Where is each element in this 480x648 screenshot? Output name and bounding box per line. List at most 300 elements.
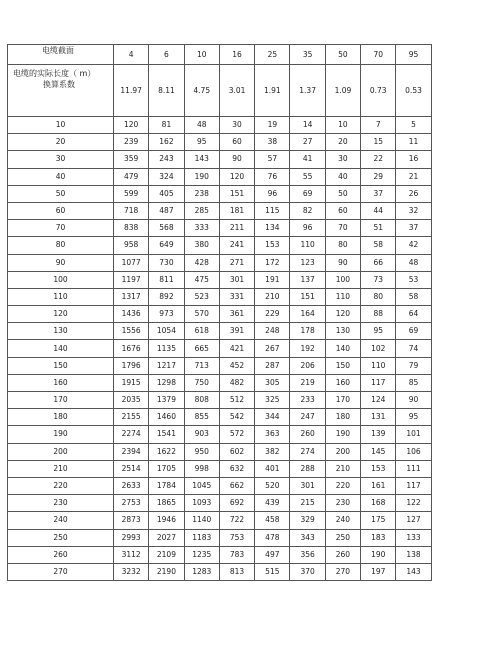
value-cell: 110 xyxy=(290,237,325,254)
value-cell: 145 xyxy=(361,443,396,460)
table-row xyxy=(8,546,432,563)
value-cell: 243 xyxy=(149,151,184,168)
length-cell: 260 xyxy=(8,546,114,563)
coefficient-cell: 0.73 xyxy=(361,65,396,117)
value-cell: 1054 xyxy=(149,323,184,340)
coefficient-label: 换算系数 xyxy=(43,80,75,89)
value-cell: 95 xyxy=(396,409,431,426)
cross-section-header: 95 xyxy=(396,45,431,65)
value-cell: 572 xyxy=(219,426,254,443)
value-cell: 568 xyxy=(149,220,184,237)
value-cell: 248 xyxy=(255,323,290,340)
value-cell: 271 xyxy=(219,254,254,271)
value-cell: 150 xyxy=(325,357,360,374)
value-cell: 117 xyxy=(396,477,431,494)
coefficient-cell: 1.37 xyxy=(290,65,325,117)
value-cell: 90 xyxy=(396,392,431,409)
value-cell: 74 xyxy=(396,340,431,357)
value-cell: 380 xyxy=(184,237,219,254)
value-cell: 267 xyxy=(255,340,290,357)
cross-section-header: 16 xyxy=(219,45,254,65)
value-cell: 133 xyxy=(396,529,431,546)
value-cell: 599 xyxy=(114,185,149,202)
value-cell: 301 xyxy=(290,477,325,494)
cross-section-header: 70 xyxy=(361,45,396,65)
table-row xyxy=(8,357,432,374)
value-cell: 115 xyxy=(255,202,290,219)
value-cell: 329 xyxy=(290,512,325,529)
value-cell: 32 xyxy=(396,202,431,219)
value-cell: 130 xyxy=(325,323,360,340)
value-cell: 479 xyxy=(114,168,149,185)
value-cell: 137 xyxy=(290,271,325,288)
value-cell: 81 xyxy=(149,117,184,134)
table-row xyxy=(8,340,432,357)
value-cell: 1622 xyxy=(149,443,184,460)
value-cell: 175 xyxy=(361,512,396,529)
value-cell: 401 xyxy=(255,460,290,477)
value-cell: 973 xyxy=(149,306,184,323)
value-cell: 287 xyxy=(255,357,290,374)
header-row-cross-section xyxy=(8,45,432,65)
value-cell: 1379 xyxy=(149,392,184,409)
value-cell: 238 xyxy=(184,185,219,202)
length-cell: 160 xyxy=(8,374,114,391)
value-cell: 305 xyxy=(255,374,290,391)
value-cell: 331 xyxy=(219,288,254,305)
value-cell: 662 xyxy=(219,477,254,494)
value-cell: 210 xyxy=(255,288,290,305)
value-cell: 1235 xyxy=(184,546,219,563)
value-cell: 69 xyxy=(290,185,325,202)
value-cell: 80 xyxy=(361,288,396,305)
value-cell: 903 xyxy=(184,426,219,443)
table-row xyxy=(8,151,432,168)
value-cell: 19 xyxy=(255,117,290,134)
value-cell: 855 xyxy=(184,409,219,426)
value-cell: 2514 xyxy=(114,460,149,477)
value-cell: 722 xyxy=(219,512,254,529)
value-cell: 2190 xyxy=(149,563,184,580)
value-cell: 44 xyxy=(361,202,396,219)
value-cell: 123 xyxy=(290,254,325,271)
value-cell: 1197 xyxy=(114,271,149,288)
value-cell: 21 xyxy=(396,168,431,185)
value-cell: 80 xyxy=(325,237,360,254)
value-cell: 180 xyxy=(325,409,360,426)
value-cell: 127 xyxy=(396,512,431,529)
cross-section-header: 35 xyxy=(290,45,325,65)
value-cell: 1077 xyxy=(114,254,149,271)
value-cell: 15 xyxy=(361,134,396,151)
value-cell: 70 xyxy=(325,220,360,237)
cable-length-table xyxy=(7,44,432,581)
value-cell: 29 xyxy=(361,168,396,185)
value-cell: 42 xyxy=(396,237,431,254)
length-cell: 220 xyxy=(8,477,114,494)
value-cell: 2753 xyxy=(114,495,149,512)
value-cell: 85 xyxy=(396,374,431,391)
value-cell: 200 xyxy=(325,443,360,460)
value-cell: 1093 xyxy=(184,495,219,512)
value-cell: 1784 xyxy=(149,477,184,494)
table-row xyxy=(8,271,432,288)
value-cell: 570 xyxy=(184,306,219,323)
coefficient-cell: 0.53 xyxy=(396,65,431,117)
value-cell: 2035 xyxy=(114,392,149,409)
value-cell: 3112 xyxy=(114,546,149,563)
value-cell: 998 xyxy=(184,460,219,477)
value-cell: 632 xyxy=(219,460,254,477)
value-cell: 487 xyxy=(149,202,184,219)
table-row xyxy=(8,117,432,134)
value-cell: 512 xyxy=(219,392,254,409)
cross-section-header: 25 xyxy=(255,45,290,65)
value-cell: 143 xyxy=(396,563,431,580)
value-cell: 343 xyxy=(290,529,325,546)
value-cell: 428 xyxy=(184,254,219,271)
value-cell: 37 xyxy=(361,185,396,202)
value-cell: 230 xyxy=(325,495,360,512)
value-cell: 20 xyxy=(325,134,360,151)
value-cell: 1796 xyxy=(114,357,149,374)
length-cell: 190 xyxy=(8,426,114,443)
value-cell: 260 xyxy=(290,426,325,443)
table-row xyxy=(8,306,432,323)
table-row xyxy=(8,529,432,546)
value-cell: 325 xyxy=(255,392,290,409)
value-cell: 100 xyxy=(325,271,360,288)
value-cell: 692 xyxy=(219,495,254,512)
value-cell: 10 xyxy=(325,117,360,134)
value-cell: 1436 xyxy=(114,306,149,323)
cross-section-label: 电缆截面 xyxy=(8,45,114,65)
coefficient-cell: 4.75 xyxy=(184,65,219,117)
value-cell: 520 xyxy=(255,477,290,494)
table-row xyxy=(8,563,432,580)
value-cell: 110 xyxy=(361,357,396,374)
value-cell: 288 xyxy=(290,460,325,477)
value-cell: 124 xyxy=(361,392,396,409)
value-cell: 14 xyxy=(290,117,325,134)
value-cell: 356 xyxy=(290,546,325,563)
value-cell: 808 xyxy=(184,392,219,409)
value-cell: 405 xyxy=(149,185,184,202)
value-cell: 101 xyxy=(396,426,431,443)
value-cell: 111 xyxy=(396,460,431,477)
value-cell: 333 xyxy=(184,220,219,237)
value-cell: 3232 xyxy=(114,563,149,580)
length-cell: 130 xyxy=(8,323,114,340)
value-cell: 168 xyxy=(361,495,396,512)
table-row xyxy=(8,168,432,185)
value-cell: 713 xyxy=(184,357,219,374)
coefficient-cell: 11.97 xyxy=(114,65,149,117)
value-cell: 220 xyxy=(325,477,360,494)
table-row xyxy=(8,220,432,237)
value-cell: 482 xyxy=(219,374,254,391)
value-cell: 1705 xyxy=(149,460,184,477)
value-cell: 1460 xyxy=(149,409,184,426)
length-cell: 250 xyxy=(8,529,114,546)
table-row xyxy=(8,477,432,494)
value-cell: 811 xyxy=(149,271,184,288)
cross-section-header: 50 xyxy=(325,45,360,65)
value-cell: 134 xyxy=(255,220,290,237)
value-cell: 69 xyxy=(396,323,431,340)
value-cell: 370 xyxy=(290,563,325,580)
length-cell: 90 xyxy=(8,254,114,271)
length-cell: 170 xyxy=(8,392,114,409)
value-cell: 718 xyxy=(114,202,149,219)
length-cell: 140 xyxy=(8,340,114,357)
value-cell: 210 xyxy=(325,460,360,477)
table-row xyxy=(8,323,432,340)
table-row xyxy=(8,202,432,219)
value-cell: 753 xyxy=(219,529,254,546)
value-cell: 452 xyxy=(219,357,254,374)
value-cell: 2873 xyxy=(114,512,149,529)
value-cell: 102 xyxy=(361,340,396,357)
value-cell: 813 xyxy=(219,563,254,580)
value-cell: 79 xyxy=(396,357,431,374)
length-cell: 230 xyxy=(8,495,114,512)
value-cell: 88 xyxy=(361,306,396,323)
value-cell: 37 xyxy=(396,220,431,237)
length-cell: 100 xyxy=(8,271,114,288)
value-cell: 143 xyxy=(184,151,219,168)
value-cell: 1217 xyxy=(149,357,184,374)
value-cell: 60 xyxy=(325,202,360,219)
value-cell: 120 xyxy=(219,168,254,185)
value-cell: 1283 xyxy=(184,563,219,580)
value-cell: 16 xyxy=(396,151,431,168)
value-cell: 58 xyxy=(396,288,431,305)
length-cell: 210 xyxy=(8,460,114,477)
value-cell: 363 xyxy=(255,426,290,443)
value-cell: 219 xyxy=(290,374,325,391)
cross-section-header: 10 xyxy=(184,45,219,65)
value-cell: 260 xyxy=(325,546,360,563)
value-cell: 64 xyxy=(396,306,431,323)
value-cell: 192 xyxy=(290,340,325,357)
length-cell: 60 xyxy=(8,202,114,219)
value-cell: 958 xyxy=(114,237,149,254)
value-cell: 27 xyxy=(290,134,325,151)
value-cell: 1317 xyxy=(114,288,149,305)
value-cell: 161 xyxy=(361,477,396,494)
value-cell: 439 xyxy=(255,495,290,512)
cross-section-header: 6 xyxy=(149,45,184,65)
value-cell: 241 xyxy=(219,237,254,254)
value-cell: 170 xyxy=(325,392,360,409)
value-cell: 131 xyxy=(361,409,396,426)
length-cell: 270 xyxy=(8,563,114,580)
value-cell: 1865 xyxy=(149,495,184,512)
value-cell: 190 xyxy=(325,426,360,443)
value-cell: 1045 xyxy=(184,477,219,494)
length-cell: 150 xyxy=(8,357,114,374)
length-cell: 10 xyxy=(8,117,114,134)
length-coefficient-label xyxy=(8,65,114,117)
value-cell: 324 xyxy=(149,168,184,185)
value-cell: 515 xyxy=(255,563,290,580)
value-cell: 950 xyxy=(184,443,219,460)
value-cell: 1556 xyxy=(114,323,149,340)
value-cell: 122 xyxy=(396,495,431,512)
cross-section-header: 4 xyxy=(114,45,149,65)
value-cell: 649 xyxy=(149,237,184,254)
table-row xyxy=(8,237,432,254)
value-cell: 90 xyxy=(325,254,360,271)
value-cell: 233 xyxy=(290,392,325,409)
cable-conversion-sheet xyxy=(7,44,431,581)
value-cell: 206 xyxy=(290,357,325,374)
length-cell: 70 xyxy=(8,220,114,237)
length-cell: 110 xyxy=(8,288,114,305)
value-cell: 240 xyxy=(325,512,360,529)
value-cell: 2274 xyxy=(114,426,149,443)
length-cell: 20 xyxy=(8,134,114,151)
table-row xyxy=(8,134,432,151)
length-cell: 240 xyxy=(8,512,114,529)
value-cell: 190 xyxy=(361,546,396,563)
table-row xyxy=(8,460,432,477)
value-cell: 40 xyxy=(325,168,360,185)
table-row xyxy=(8,254,432,271)
value-cell: 2155 xyxy=(114,409,149,426)
value-cell: 48 xyxy=(184,117,219,134)
table-row xyxy=(8,185,432,202)
value-cell: 229 xyxy=(255,306,290,323)
value-cell: 274 xyxy=(290,443,325,460)
value-cell: 26 xyxy=(396,185,431,202)
length-cell: 30 xyxy=(8,151,114,168)
value-cell: 665 xyxy=(184,340,219,357)
value-cell: 542 xyxy=(219,409,254,426)
length-cell: 50 xyxy=(8,185,114,202)
value-cell: 618 xyxy=(184,323,219,340)
table-row xyxy=(8,392,432,409)
value-cell: 211 xyxy=(219,220,254,237)
value-cell: 110 xyxy=(325,288,360,305)
value-cell: 1541 xyxy=(149,426,184,443)
value-cell: 191 xyxy=(255,271,290,288)
length-cell: 80 xyxy=(8,237,114,254)
length-cell: 200 xyxy=(8,443,114,460)
value-cell: 2993 xyxy=(114,529,149,546)
value-cell: 96 xyxy=(255,185,290,202)
value-cell: 190 xyxy=(184,168,219,185)
table-row xyxy=(8,374,432,391)
value-cell: 2633 xyxy=(114,477,149,494)
value-cell: 602 xyxy=(219,443,254,460)
value-cell: 7 xyxy=(361,117,396,134)
value-cell: 391 xyxy=(219,323,254,340)
value-cell: 1915 xyxy=(114,374,149,391)
value-cell: 120 xyxy=(114,117,149,134)
value-cell: 41 xyxy=(290,151,325,168)
table-row xyxy=(8,512,432,529)
value-cell: 11 xyxy=(396,134,431,151)
value-cell: 57 xyxy=(255,151,290,168)
value-cell: 2027 xyxy=(149,529,184,546)
value-cell: 478 xyxy=(255,529,290,546)
value-cell: 475 xyxy=(184,271,219,288)
value-cell: 1140 xyxy=(184,512,219,529)
value-cell: 162 xyxy=(149,134,184,151)
value-cell: 2109 xyxy=(149,546,184,563)
length-cell: 180 xyxy=(8,409,114,426)
value-cell: 361 xyxy=(219,306,254,323)
value-cell: 151 xyxy=(219,185,254,202)
table-row xyxy=(8,409,432,426)
value-cell: 22 xyxy=(361,151,396,168)
value-cell: 1298 xyxy=(149,374,184,391)
value-cell: 892 xyxy=(149,288,184,305)
value-cell: 838 xyxy=(114,220,149,237)
value-cell: 117 xyxy=(361,374,396,391)
value-cell: 285 xyxy=(184,202,219,219)
value-cell: 139 xyxy=(361,426,396,443)
value-cell: 783 xyxy=(219,546,254,563)
value-cell: 96 xyxy=(290,220,325,237)
value-cell: 66 xyxy=(361,254,396,271)
length-cell: 120 xyxy=(8,306,114,323)
value-cell: 151 xyxy=(290,288,325,305)
value-cell: 344 xyxy=(255,409,290,426)
value-cell: 120 xyxy=(325,306,360,323)
value-cell: 247 xyxy=(290,409,325,426)
value-cell: 181 xyxy=(219,202,254,219)
value-cell: 301 xyxy=(219,271,254,288)
value-cell: 730 xyxy=(149,254,184,271)
value-cell: 76 xyxy=(255,168,290,185)
coefficient-cell: 8.11 xyxy=(149,65,184,117)
actual-length-label: 电缆的实际长度（ m） xyxy=(13,69,96,78)
value-cell: 164 xyxy=(290,306,325,323)
table-row xyxy=(8,495,432,512)
length-cell: 40 xyxy=(8,168,114,185)
coefficient-cell: 1.09 xyxy=(325,65,360,117)
value-cell: 172 xyxy=(255,254,290,271)
value-cell: 497 xyxy=(255,546,290,563)
value-cell: 1946 xyxy=(149,512,184,529)
value-cell: 359 xyxy=(114,151,149,168)
value-cell: 250 xyxy=(325,529,360,546)
value-cell: 48 xyxy=(396,254,431,271)
value-cell: 183 xyxy=(361,529,396,546)
value-cell: 51 xyxy=(361,220,396,237)
value-cell: 50 xyxy=(325,185,360,202)
value-cell: 197 xyxy=(361,563,396,580)
value-cell: 60 xyxy=(219,134,254,151)
value-cell: 30 xyxy=(325,151,360,168)
table-body xyxy=(8,45,432,581)
value-cell: 5 xyxy=(396,117,431,134)
value-cell: 55 xyxy=(290,168,325,185)
value-cell: 73 xyxy=(361,271,396,288)
value-cell: 106 xyxy=(396,443,431,460)
table-row xyxy=(8,426,432,443)
value-cell: 270 xyxy=(325,563,360,580)
value-cell: 140 xyxy=(325,340,360,357)
value-cell: 382 xyxy=(255,443,290,460)
value-cell: 458 xyxy=(255,512,290,529)
header-row-coefficient xyxy=(8,65,432,117)
value-cell: 53 xyxy=(396,271,431,288)
value-cell: 90 xyxy=(219,151,254,168)
